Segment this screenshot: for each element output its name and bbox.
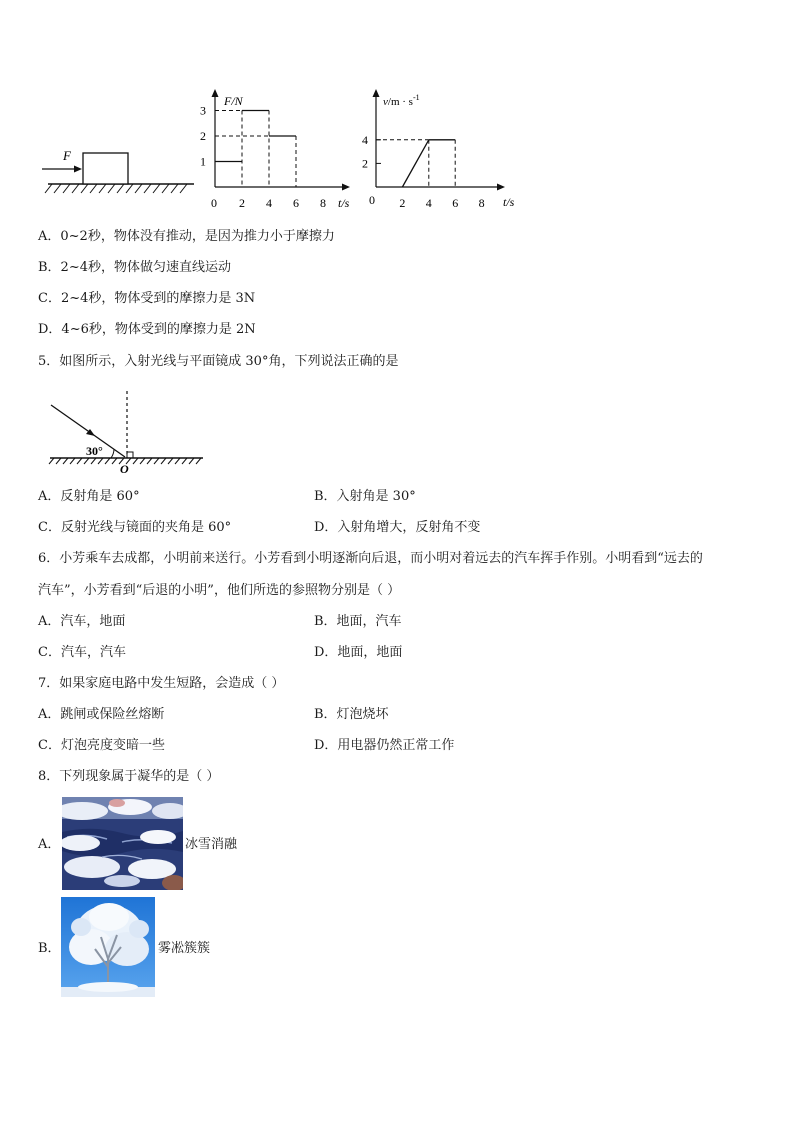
q6-stem-line2: 汽车”，小芳看到“后退的小明”，他们所选的参照物分别是（ ） [38,583,401,598]
ft-xlabel: t/s [338,196,350,210]
ft-x-tick-4: 4 [266,196,272,210]
vt-x-tick-4: 4 [425,196,432,210]
q4-option-a: A．0~2秒，物体没有推动，是因为推力小于摩擦力 [38,229,335,244]
vt-ylabel: $v/m \cdot s^{-1}$ [383,93,420,108]
ft-x-tick-2: 2 [239,196,245,210]
vt-y-tick-4: 4 [362,132,368,147]
ft-ylabel: F/N [224,94,243,108]
rime-tree-photo [61,897,155,997]
q7-stem: 7．如果家庭电路中发生短路，会造成（ ） [38,676,285,691]
mirror-diagram [40,385,215,477]
q4-option-b: B．2~4秒，物体做匀速直线运动 [38,260,231,275]
q7-option-c: C．灯泡亮度变暗一些 [38,738,165,753]
ft-x-tick-6: 6 [293,196,299,210]
q5-option-c: C．反射光线与镜面的夹角是 60° [38,520,232,535]
vt-x-tick-2: 2 [399,196,406,210]
angle-label: 30° [86,444,103,458]
q8-option-a-prefix: A． [38,837,61,852]
force-time-graph [200,89,350,210]
q6-option-c: C．汽车，汽车 [38,645,126,660]
velocity-time-graph [362,89,515,210]
block-diagram [42,148,194,193]
q4-option-c: C．2~4秒，物体受到的摩擦力是 3N [38,291,256,306]
vt-segment-1 [402,140,428,187]
q7-option-d: D．用电器仍然正常工作 [314,738,455,753]
ft-origin: 0 [211,196,217,210]
figure-row [0,80,560,220]
melting-ice-photo [62,797,183,890]
q4-option-d: D．4~6秒，物体受到的摩擦力是 2N [38,322,256,337]
q6-option-d: D．地面，地面 [314,645,403,660]
q6-stem-line1: 6．小芳乘车去成都，小明前来送行。小芳看到小明逐渐向后退，而小明对着远去的汽车挥手作别。小明看到“远去的 [38,551,703,566]
force-label: F [63,148,71,163]
right-angle-mark [127,452,133,458]
ft-y-tick-3: 3 [200,103,206,118]
q5-option-a: A．反射角是 60° [38,489,140,504]
ft-x-tick-8: 8 [320,196,326,210]
q5-option-d: D．入射角增大，反射角不变 [314,520,481,535]
q8-option-b-caption: 雾凇簇簇 [158,941,211,956]
vt-x-tick-6: 6 [452,196,459,210]
q8-option-b-prefix: B． [38,941,61,956]
q6-option-a: A．汽车，地面 [38,614,126,629]
block [83,153,128,184]
q8-stem: 8．下列现象属于凝华的是（ ） [38,769,220,784]
vt-xlabel: t/s [503,195,515,209]
q5-stem: 5．如图所示，入射光线与平面镜成 30°角，下列说法正确的是 [38,354,399,369]
q7-option-a: A．跳闸或保险丝熔断 [38,707,165,722]
vt-y-tick-2: 2 [362,156,368,171]
point-o-label: O [120,462,129,476]
q6-option-b: B．地面，汽车 [314,614,402,629]
vt-x-tick-8: 8 [478,196,485,210]
ft-y-tick-2: 2 [200,129,206,143]
vt-origin: 0 [369,193,375,207]
q8-option-a-caption: 冰雪消融 [185,837,238,852]
ft-y-tick-1: 1 [200,154,206,169]
q7-option-b: B．灯泡烧坏 [314,707,389,722]
q5-option-b: B．入射角是 30° [314,489,416,504]
